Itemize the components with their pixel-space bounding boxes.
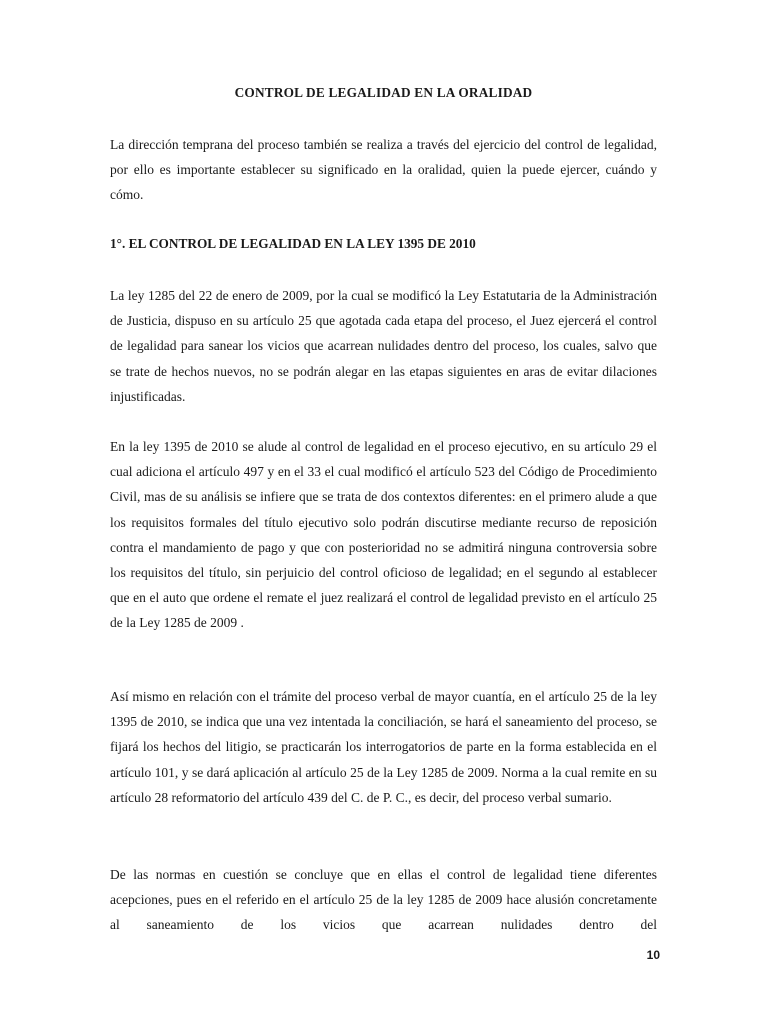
paragraph-intro: La dirección temprana del proceso también se realiza a través del ejercicio del control de legalidad, por ello es importante establecer su significado en la oralidad, quien la puede ejercer, cuándo y cómo. (110, 137, 657, 203)
section-heading: 1°. EL CONTROL DE LEGALIDAD EN LA LEY 1395 DE 2010 (110, 236, 476, 251)
paragraph-proceso-verbal: Así mismo en relación con el trámite del proceso verbal de mayor cuantía, en el artículo 25 de la ley 1395 de 2010, se indica que una vez intentada la conciliación, se hará el saneamiento del proceso, se fijará los hechos del litigio, se practicarán los interrogatorios de parte en la forma establecida en el artículo 101, y se dará aplicación al artículo 25 de la Ley 1285 de 2009. Norma a la cual remite en su artículo 28 reformatorio del artículo 439 del C. de P. C., es decir, del proceso verbal sumario. (110, 689, 657, 805)
paragraph-conclusion: De las normas en cuestión se concluye que en ellas el control de legalidad tiene diferentes acepciones, pues en el referido en el artículo 25 de la ley 1285 de 2009 hace alusión concretamente al saneamiento de los vicios que acarrean nulidades dentro del (110, 867, 657, 933)
paragraph-ley-1395: En la ley 1395 de 2010 se alude al control de legalidad en el proceso ejecutivo, en su artículo 29 el cual adiciona el artículo 497 y en el 33 el cual modificó el artículo 523 del Código de Procedimiento Civil, mas de su análisis se infiere que se trata de dos contextos diferentes: en el primero alude a que los requisitos formales del título ejecutivo solo podrán discutirse mediante recurso de reposición contra el mandamiento de pago y que con posterioridad no se admitirá ninguna controversia sobre los requisitos del título, sin perjuicio del control oficioso de legalidad; en el segundo al establecer que en el auto que ordene el remate el juez realizará el control de legalidad previsto en el artículo 25 de la Ley 1285 de 2009 . (110, 439, 657, 631)
paragraph-ley-1285: La ley 1285 del 22 de enero de 2009, por la cual se modificó la Ley Estatutaria de la Administración de Justicia, dispuso en su artículo 25 que agotada cada etapa del proceso, el Juez ejercerá el control de legalidad para sanear los vicios que acarrean nulidades dentro del proceso, los cuales, salvo que se trate de hechos nuevos, no se podrán alegar en las etapas siguientes en aras de evitar dilaciones injustificadas. (110, 288, 657, 404)
document-title: CONTROL DE LEGALIDAD EN LA ORALIDAD (234, 85, 533, 100)
page-number: 10 (646, 948, 660, 962)
